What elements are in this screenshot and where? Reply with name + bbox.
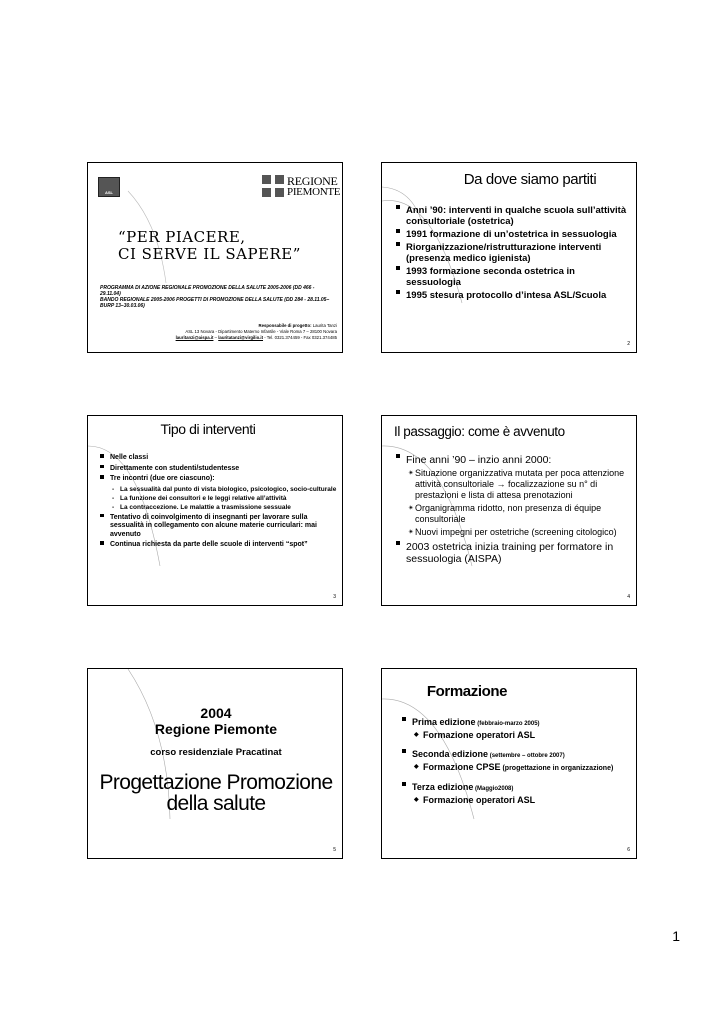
- list-item: Tentativo di coinvolgimento di insegnanti per lavorare sulla sessualità in collegamento con alcune materie curriculari: mai avvenuto: [100, 514, 338, 540]
- slide-5: [87, 668, 343, 859]
- region-heading: Regione Piemonte: [154, 721, 278, 737]
- program-line-2: BANDO REGIONALE 2005-2006 PROGETTI DI PROMOZIONE DELLA SALUTE (DD 284 - 28.11.05–BURP 13–30.03.06): [100, 297, 330, 309]
- list-item: 1991 formazione di un’ostetrica in sessuologia: [396, 229, 631, 240]
- list-item: [402, 782, 634, 795]
- course-label: corso residenziale Pracatinat: [150, 747, 282, 758]
- list-item: [402, 717, 634, 730]
- page-number: 1: [672, 928, 680, 944]
- phone: - Tel. 0321.374459 - Fax 0321.374485: [263, 335, 337, 340]
- slide-number: 4: [627, 594, 630, 600]
- separator: –: [213, 335, 219, 340]
- contact-block: [176, 323, 337, 341]
- big-title-line-1: Progettazione Promozione: [99, 771, 333, 794]
- slide-1: [87, 162, 343, 353]
- list-item: 2003 ostetrica inizia training per formatore in sessuologia (AISPA): [396, 541, 632, 565]
- slide-4: [381, 415, 637, 606]
- title-line-1: “PER PIACERE,: [118, 228, 246, 246]
- list-item: Fine anni ’90 – inzio anni 2000:: [396, 454, 632, 466]
- asl-logo-text: ASL: [105, 190, 113, 195]
- asl-logo: [98, 177, 120, 197]
- content: [402, 717, 634, 806]
- edition-label: Seconda edizione: [412, 749, 489, 759]
- sub-item: ◆ Formazione operatori ASL: [414, 795, 634, 806]
- list-item: Anni ’90: interventi in qualche scuola sull’attività consultoriale (ostetrica): [396, 205, 631, 227]
- list-item: Tre incontri (due ore ciascuno):: [100, 475, 338, 484]
- slide-title: Formazione: [426, 683, 508, 700]
- program-text: [100, 285, 335, 309]
- sub-item: - La sessualità dal punto di vista biologico, psicologico, socio-culturale: [112, 485, 337, 493]
- email-link-2[interactable]: lauritatanzi@virgilio.it: [218, 335, 264, 340]
- sub-item: ✴ Nuovi impegni per ostetriche (screening citologico): [408, 527, 632, 538]
- email-link-1[interactable]: lauritanzi@aispa.it: [175, 335, 214, 340]
- edition-label: Terza edizione: [412, 782, 474, 792]
- list-item: 1995 stesura protocollo d’intesa ASL/Scuola: [396, 290, 631, 301]
- regione-piemonte-logo: [260, 173, 340, 201]
- sub-item: - La funzione dei consultori e le leggi relative all’attività: [112, 494, 287, 502]
- slide-title: Da dove siamo partiti: [463, 171, 597, 188]
- sub-item: ◆ Formazione CPSE (progettazione in organizzazione): [414, 762, 634, 774]
- slide-3: [87, 415, 343, 606]
- year-heading: 2004: [200, 705, 232, 721]
- slide-number: 2: [627, 341, 630, 347]
- program-line-1: PROGRAMMA DI AZIONE REGIONALE PROMOZIONE DELLA SALUTE 2005-2006 (DD 466 - 29.11.04): [100, 285, 315, 297]
- list-item: Continua richiesta da parte delle scuole di interventi “spot”: [100, 541, 338, 550]
- content: [100, 454, 338, 550]
- sub-item: - La contraccezione. Le malattie a trasmissione sessuale: [112, 503, 291, 511]
- edition-date: (settembre – ottobre 2007): [488, 753, 565, 759]
- slide-title: Tipo di interventi: [160, 421, 256, 437]
- slide-2: [381, 162, 637, 353]
- slide-title: [118, 229, 301, 263]
- piemonte-flag-icon: [262, 175, 284, 197]
- slide-number: 6: [627, 847, 630, 853]
- list-item: Nelle classi: [100, 454, 338, 463]
- slide-decoration: [88, 669, 343, 859]
- list-item: Direttamente con studenti/studentesse: [100, 465, 338, 474]
- slide-title: Il passaggio: come è avvenuto: [394, 424, 565, 439]
- sub-item: ✴ Organigramma ridotto, non presenza di équipe consultoriale: [408, 503, 632, 525]
- sub-item: ✴ Situazione organizzativa mutata per poca attenzione attività consultoriale → focalizzazione su n° di prestazioni e lista di attesa prenotazioni: [408, 468, 632, 501]
- logo-text-piemonte: PIEMONTE: [287, 186, 341, 198]
- content: [396, 454, 632, 565]
- edition-label: Prima edizione: [412, 717, 476, 727]
- sub-item: ◆ Formazione operatori ASL: [414, 730, 634, 741]
- logo-text-regione: REGIONE: [287, 174, 338, 188]
- list-item: 1993 formazione seconda ostetrica in sessuologia: [396, 266, 631, 288]
- slide-number: 3: [333, 594, 336, 600]
- bullet-list: [396, 205, 631, 301]
- slide-number: 5: [333, 847, 336, 853]
- resp-name: Laurita Tanzi: [311, 323, 337, 328]
- big-title-line-2: della salute: [166, 792, 266, 815]
- list-item: Riorganizzazione/ristrutturazione interventi (presenza medico igienista): [396, 242, 631, 264]
- resp-label: Responsabile di progetto:: [258, 323, 312, 328]
- edition-date: (febbraio-marzo 2005): [475, 721, 540, 727]
- edition-date: (Maggio2008): [473, 786, 514, 792]
- address: ASL 13 Novara - Dipartimento Materno Infantile - Viale Roma 7 – 28100 Novara: [185, 329, 337, 334]
- list-item: [402, 749, 634, 762]
- title-line-2: CI SERVE IL SAPERE”: [118, 245, 301, 263]
- slide-6: [381, 668, 637, 859]
